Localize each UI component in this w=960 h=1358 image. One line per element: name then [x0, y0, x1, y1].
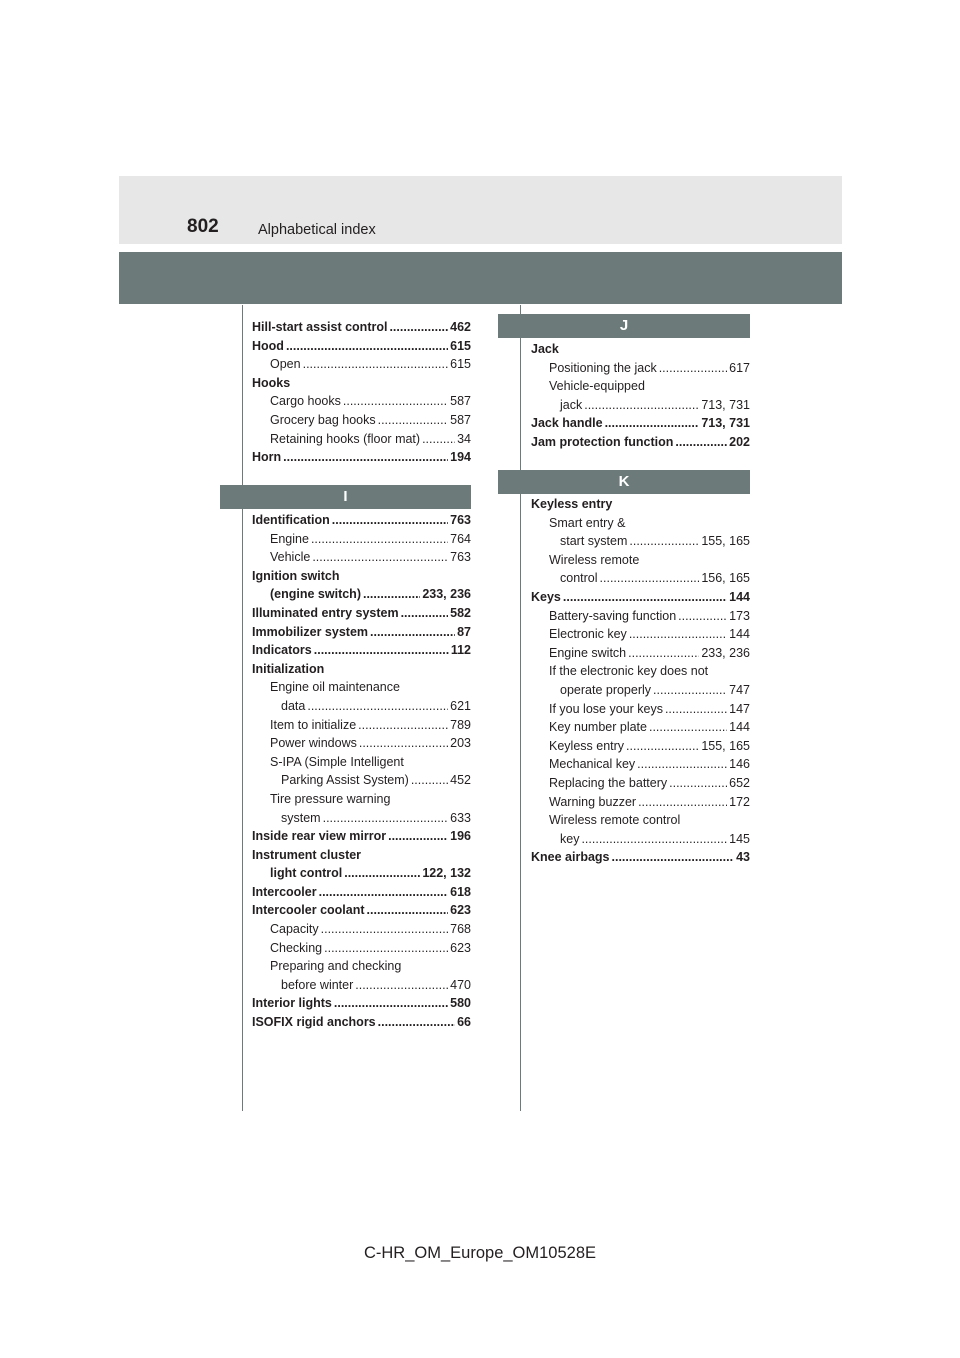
- index-entry-label: Mechanical key: [549, 757, 636, 772]
- index-entry-label: light control: [270, 866, 343, 881]
- index-entry: [252, 623, 471, 642]
- index-entry-page: 452: [450, 773, 471, 788]
- header-dark-band: [119, 252, 842, 304]
- index-entry-page: 145: [729, 831, 750, 846]
- index-entry-label: Vehicle: [270, 550, 311, 565]
- index-entry: [531, 625, 750, 644]
- index-entry-page: 652: [729, 775, 750, 790]
- index-entry-label: Tire pressure warning: [270, 791, 391, 806]
- index-entry: [252, 939, 471, 958]
- index-entry-page: 763: [450, 550, 471, 565]
- index-entry: [252, 448, 471, 467]
- index-entry: [531, 681, 750, 700]
- index-entry: [252, 734, 471, 753]
- leader-dots: [638, 793, 727, 812]
- index-entry: [252, 846, 471, 865]
- index-entry-page: 173: [729, 608, 750, 623]
- index-entry: [531, 532, 750, 551]
- index-entry-page: 155, 165: [701, 534, 750, 549]
- index-entry-label: Electronic key: [549, 627, 627, 642]
- leader-dots: [605, 414, 700, 433]
- index-entry-page: 582: [450, 605, 471, 620]
- index-entry-page: 146: [729, 757, 750, 772]
- index-entry-page: 155, 165: [701, 738, 750, 753]
- leader-dots: [370, 623, 455, 642]
- index-entry-page: 66: [457, 1015, 471, 1030]
- index-entry-label: Hood: [252, 338, 284, 353]
- letter-heading-k: K: [498, 470, 750, 494]
- index-entry: [252, 771, 471, 790]
- index-entry: [531, 495, 750, 514]
- index-group-j: [531, 340, 750, 452]
- page-number: 802: [187, 216, 219, 237]
- leader-dots: [359, 734, 448, 753]
- index-entry: [252, 790, 471, 809]
- leader-dots: [626, 737, 699, 756]
- leader-dots: [367, 901, 449, 920]
- index-entry-label: Indicators: [252, 643, 312, 658]
- leader-dots: [358, 716, 448, 735]
- index-entry-page: 580: [450, 996, 471, 1011]
- index-entry-label: (engine switch): [270, 587, 361, 602]
- leader-dots: [629, 625, 727, 644]
- index-entry: [252, 392, 471, 411]
- index-entry: [252, 660, 471, 679]
- index-entry: [252, 318, 471, 337]
- index-entry: [252, 337, 471, 356]
- index-entry-label: Jack: [531, 342, 559, 356]
- letter-heading-i: I: [220, 485, 471, 509]
- index-entry: [531, 644, 750, 663]
- index-entry-page: 621: [450, 698, 471, 713]
- index-entry-page: 87: [457, 624, 471, 639]
- leader-dots: [283, 448, 448, 467]
- index-entry-page: 764: [450, 531, 471, 546]
- document-code: C-HR_OM_Europe_OM10528E: [363, 1244, 597, 1262]
- index-entry: [252, 641, 471, 660]
- index-entry: [531, 830, 750, 849]
- index-entry-page: 122, 132: [422, 866, 471, 881]
- index-entry: [531, 718, 750, 737]
- index-entry-label: Item to initialize: [270, 717, 357, 732]
- leader-dots: [323, 809, 449, 828]
- index-entry-page: 587: [450, 412, 471, 427]
- leader-dots: [401, 604, 449, 623]
- index-entry: [252, 411, 471, 430]
- index-entry-label: Open: [270, 357, 301, 372]
- index-entry-page: 34: [457, 431, 471, 446]
- index-entry-label: Cargo hooks: [270, 394, 341, 409]
- leader-dots: [584, 396, 699, 415]
- index-entry-label: Ignition switch: [252, 568, 340, 583]
- index-entry-label: operate properly: [560, 682, 652, 697]
- index-entry: [252, 994, 471, 1013]
- index-entry-label: Positioning the jack: [549, 360, 657, 375]
- leader-dots: [653, 681, 727, 700]
- index-entry-label: before winter: [281, 977, 354, 992]
- index-entry-page: 156, 165: [701, 571, 750, 586]
- index-entry: [252, 827, 471, 846]
- index-entry: [531, 662, 750, 681]
- index-entry-label: Jam protection function: [531, 434, 674, 449]
- index-entry-label: Parking Assist System): [281, 773, 409, 788]
- leader-dots: [378, 411, 449, 430]
- index-entry: [531, 588, 750, 607]
- index-entry-page: 618: [450, 884, 471, 899]
- index-entry-label: Hooks: [252, 375, 291, 390]
- leader-dots: [628, 644, 699, 663]
- section-title: Alphabetical index: [258, 222, 376, 238]
- index-entry-page: 768: [450, 922, 471, 937]
- index-entry-page: 617: [729, 360, 750, 375]
- index-entry-label: data: [281, 698, 306, 713]
- leader-dots: [675, 433, 727, 452]
- index-entry-label: Jack handle: [531, 416, 603, 431]
- index-entry: [531, 551, 750, 570]
- index-entry: [531, 340, 750, 359]
- index-entry-label: Wireless remote: [549, 552, 640, 567]
- index-entry-label: S-IPA (Simple Intelligent: [270, 754, 404, 769]
- index-entry-label: Inside rear view mirror: [252, 829, 387, 844]
- index-entry: [531, 414, 750, 433]
- index-entry-page: 144: [729, 589, 750, 604]
- index-entry: [252, 511, 471, 530]
- index-entry: [531, 811, 750, 830]
- leader-dots: [637, 755, 727, 774]
- leader-dots: [314, 641, 449, 660]
- leader-dots: [411, 771, 448, 790]
- index-entry: [252, 567, 471, 586]
- index-entry: [531, 359, 750, 378]
- leader-dots: [422, 430, 455, 449]
- index-entry-label: Illuminated entry system: [252, 605, 399, 620]
- index-entry-label: Hill-start assist control: [252, 320, 388, 334]
- index-entry: [531, 737, 750, 756]
- index-entry-label: Initialization: [252, 661, 325, 676]
- index-entry: [252, 374, 471, 393]
- leader-dots: [388, 827, 448, 846]
- leader-dots: [321, 920, 449, 939]
- index-entry-label: system: [281, 810, 321, 825]
- index-entry-page: 233, 236: [701, 645, 750, 660]
- leader-dots: [600, 569, 700, 588]
- column-divider-right: [520, 305, 521, 1111]
- leader-dots: [286, 337, 448, 356]
- leader-dots: [669, 774, 727, 793]
- index-entry: [531, 700, 750, 719]
- index-entry-label: Immobilizer system: [252, 624, 369, 639]
- index-entry-label: Intercooler: [252, 884, 317, 899]
- index-entry: [252, 697, 471, 716]
- index-entry-label: Retaining hooks (floor mat): [270, 431, 421, 446]
- index-entry: [252, 1013, 471, 1032]
- index-entry-page: 763: [450, 513, 471, 527]
- index-entry-label: Key number plate: [549, 720, 647, 735]
- letter-heading-j: J: [498, 314, 750, 338]
- index-entry: [252, 530, 471, 549]
- leader-dots: [612, 848, 735, 867]
- index-entry-label: Preparing and checking: [270, 959, 402, 974]
- index-entry-label: Interior lights: [252, 996, 332, 1011]
- index-entry: [531, 377, 750, 396]
- index-entry: [252, 716, 471, 735]
- index-entry: [252, 864, 471, 883]
- leader-dots: [563, 588, 727, 607]
- index-entry-label: Battery-saving function: [549, 608, 677, 623]
- index-entry: [531, 433, 750, 452]
- leader-dots: [311, 530, 448, 549]
- index-entry-label: start system: [560, 534, 628, 549]
- index-entry-label: Identification: [252, 513, 330, 527]
- index-entry: [531, 569, 750, 588]
- index-entry-page: 462: [450, 320, 471, 334]
- index-group-k: [531, 495, 750, 867]
- index-group-i: [252, 511, 471, 1032]
- index-entry-page: 713, 731: [701, 416, 750, 431]
- index-entry-label: jack: [560, 397, 583, 412]
- index-entry-label: Intercooler coolant: [252, 903, 365, 918]
- index-entry: [252, 585, 471, 604]
- index-entry: [252, 901, 471, 920]
- index-entry-label: Capacity: [270, 922, 319, 937]
- index-entry-page: 713, 731: [701, 397, 750, 412]
- leader-dots: [581, 830, 727, 849]
- index-entry-page: 789: [450, 717, 471, 732]
- leader-dots: [355, 976, 448, 995]
- index-entry-label: Keys: [531, 589, 561, 604]
- leader-dots: [389, 318, 448, 337]
- index-entry-label: Vehicle-equipped: [549, 379, 645, 394]
- index-entry-label: If the electronic key does not: [549, 664, 709, 679]
- index-entry-label: Engine: [270, 531, 309, 546]
- index-entry-label: If you lose your keys: [549, 701, 663, 716]
- leader-dots: [678, 607, 727, 626]
- index-group-h: [252, 318, 471, 467]
- index-entry-page: 202: [729, 434, 750, 449]
- index-entry-page: 615: [450, 338, 471, 353]
- leader-dots: [363, 585, 420, 604]
- index-entry: [252, 753, 471, 772]
- column-divider-left: [242, 305, 243, 1111]
- leader-dots: [343, 392, 448, 411]
- leader-dots: [665, 700, 727, 719]
- index-entry: [252, 355, 471, 374]
- leader-dots: [319, 883, 449, 902]
- leader-dots: [649, 718, 727, 737]
- index-entry: [252, 957, 471, 976]
- index-entry-page: 623: [450, 903, 471, 918]
- index-entry-label: Keyless entry: [549, 738, 625, 753]
- index-entry-page: 470: [450, 977, 471, 992]
- index-entry-page: 112: [450, 643, 471, 658]
- index-entry-page: 623: [450, 940, 471, 955]
- index-entry-page: 144: [729, 720, 750, 735]
- index-entry-label: Checking: [270, 940, 323, 955]
- leader-dots: [324, 939, 448, 958]
- index-entry-label: Power windows: [270, 736, 357, 751]
- index-entry-label: Engine oil maintenance: [270, 680, 400, 695]
- index-entry-label: Engine switch: [549, 645, 627, 660]
- index-entry: [531, 514, 750, 533]
- index-entry-page: 43: [736, 850, 750, 865]
- index-entry-page: 147: [729, 701, 750, 716]
- index-entry-label: Smart entry &: [549, 515, 626, 530]
- index-entry-label: Instrument cluster: [252, 847, 362, 862]
- index-entry-page: 233, 236: [422, 587, 471, 602]
- index-entry: [252, 976, 471, 995]
- index-entry: [252, 809, 471, 828]
- index-entry: [252, 548, 471, 567]
- index-entry: [531, 755, 750, 774]
- leader-dots: [332, 511, 448, 530]
- index-entry-page: 615: [450, 357, 471, 372]
- index-entry: [531, 607, 750, 626]
- index-entry-label: Replacing the battery: [549, 775, 668, 790]
- index-entry-label: key: [560, 831, 580, 846]
- index-entry-label: Knee airbags: [531, 850, 610, 865]
- index-entry-page: 633: [450, 810, 471, 825]
- index-entry: [252, 604, 471, 623]
- index-entry-page: 144: [729, 627, 750, 642]
- leader-dots: [307, 697, 448, 716]
- header-top-band: [119, 176, 842, 244]
- leader-dots: [344, 864, 420, 883]
- leader-dots: [629, 532, 699, 551]
- index-entry: [252, 678, 471, 697]
- leader-dots: [312, 548, 448, 567]
- index-entry-label: Keyless entry: [531, 497, 613, 511]
- index-entry: [531, 793, 750, 812]
- index-entry-page: 203: [450, 736, 471, 751]
- index-entry: [252, 883, 471, 902]
- index-entry: [252, 920, 471, 939]
- index-entry: [531, 848, 750, 867]
- leader-dots: [334, 994, 448, 1013]
- index-entry-page: 747: [729, 682, 750, 697]
- index-entry-page: 172: [729, 794, 750, 809]
- leader-dots: [659, 359, 727, 378]
- index-entry-label: control: [560, 571, 598, 586]
- index-entry-label: Horn: [252, 450, 282, 465]
- index-entry-label: Wireless remote control: [549, 813, 681, 828]
- index-entry-page: 196: [450, 829, 471, 844]
- index-entry-label: Grocery bag hooks: [270, 412, 376, 427]
- index-entry: [252, 430, 471, 449]
- leader-dots: [378, 1013, 455, 1032]
- index-entry-label: ISOFIX rigid anchors: [252, 1015, 376, 1030]
- index-entry-page: 587: [450, 394, 471, 409]
- index-entry-page: 194: [450, 450, 471, 465]
- index-entry-label: Warning buzzer: [549, 794, 637, 809]
- index-entry: [531, 396, 750, 415]
- index-entry: [531, 774, 750, 793]
- leader-dots: [303, 355, 449, 374]
